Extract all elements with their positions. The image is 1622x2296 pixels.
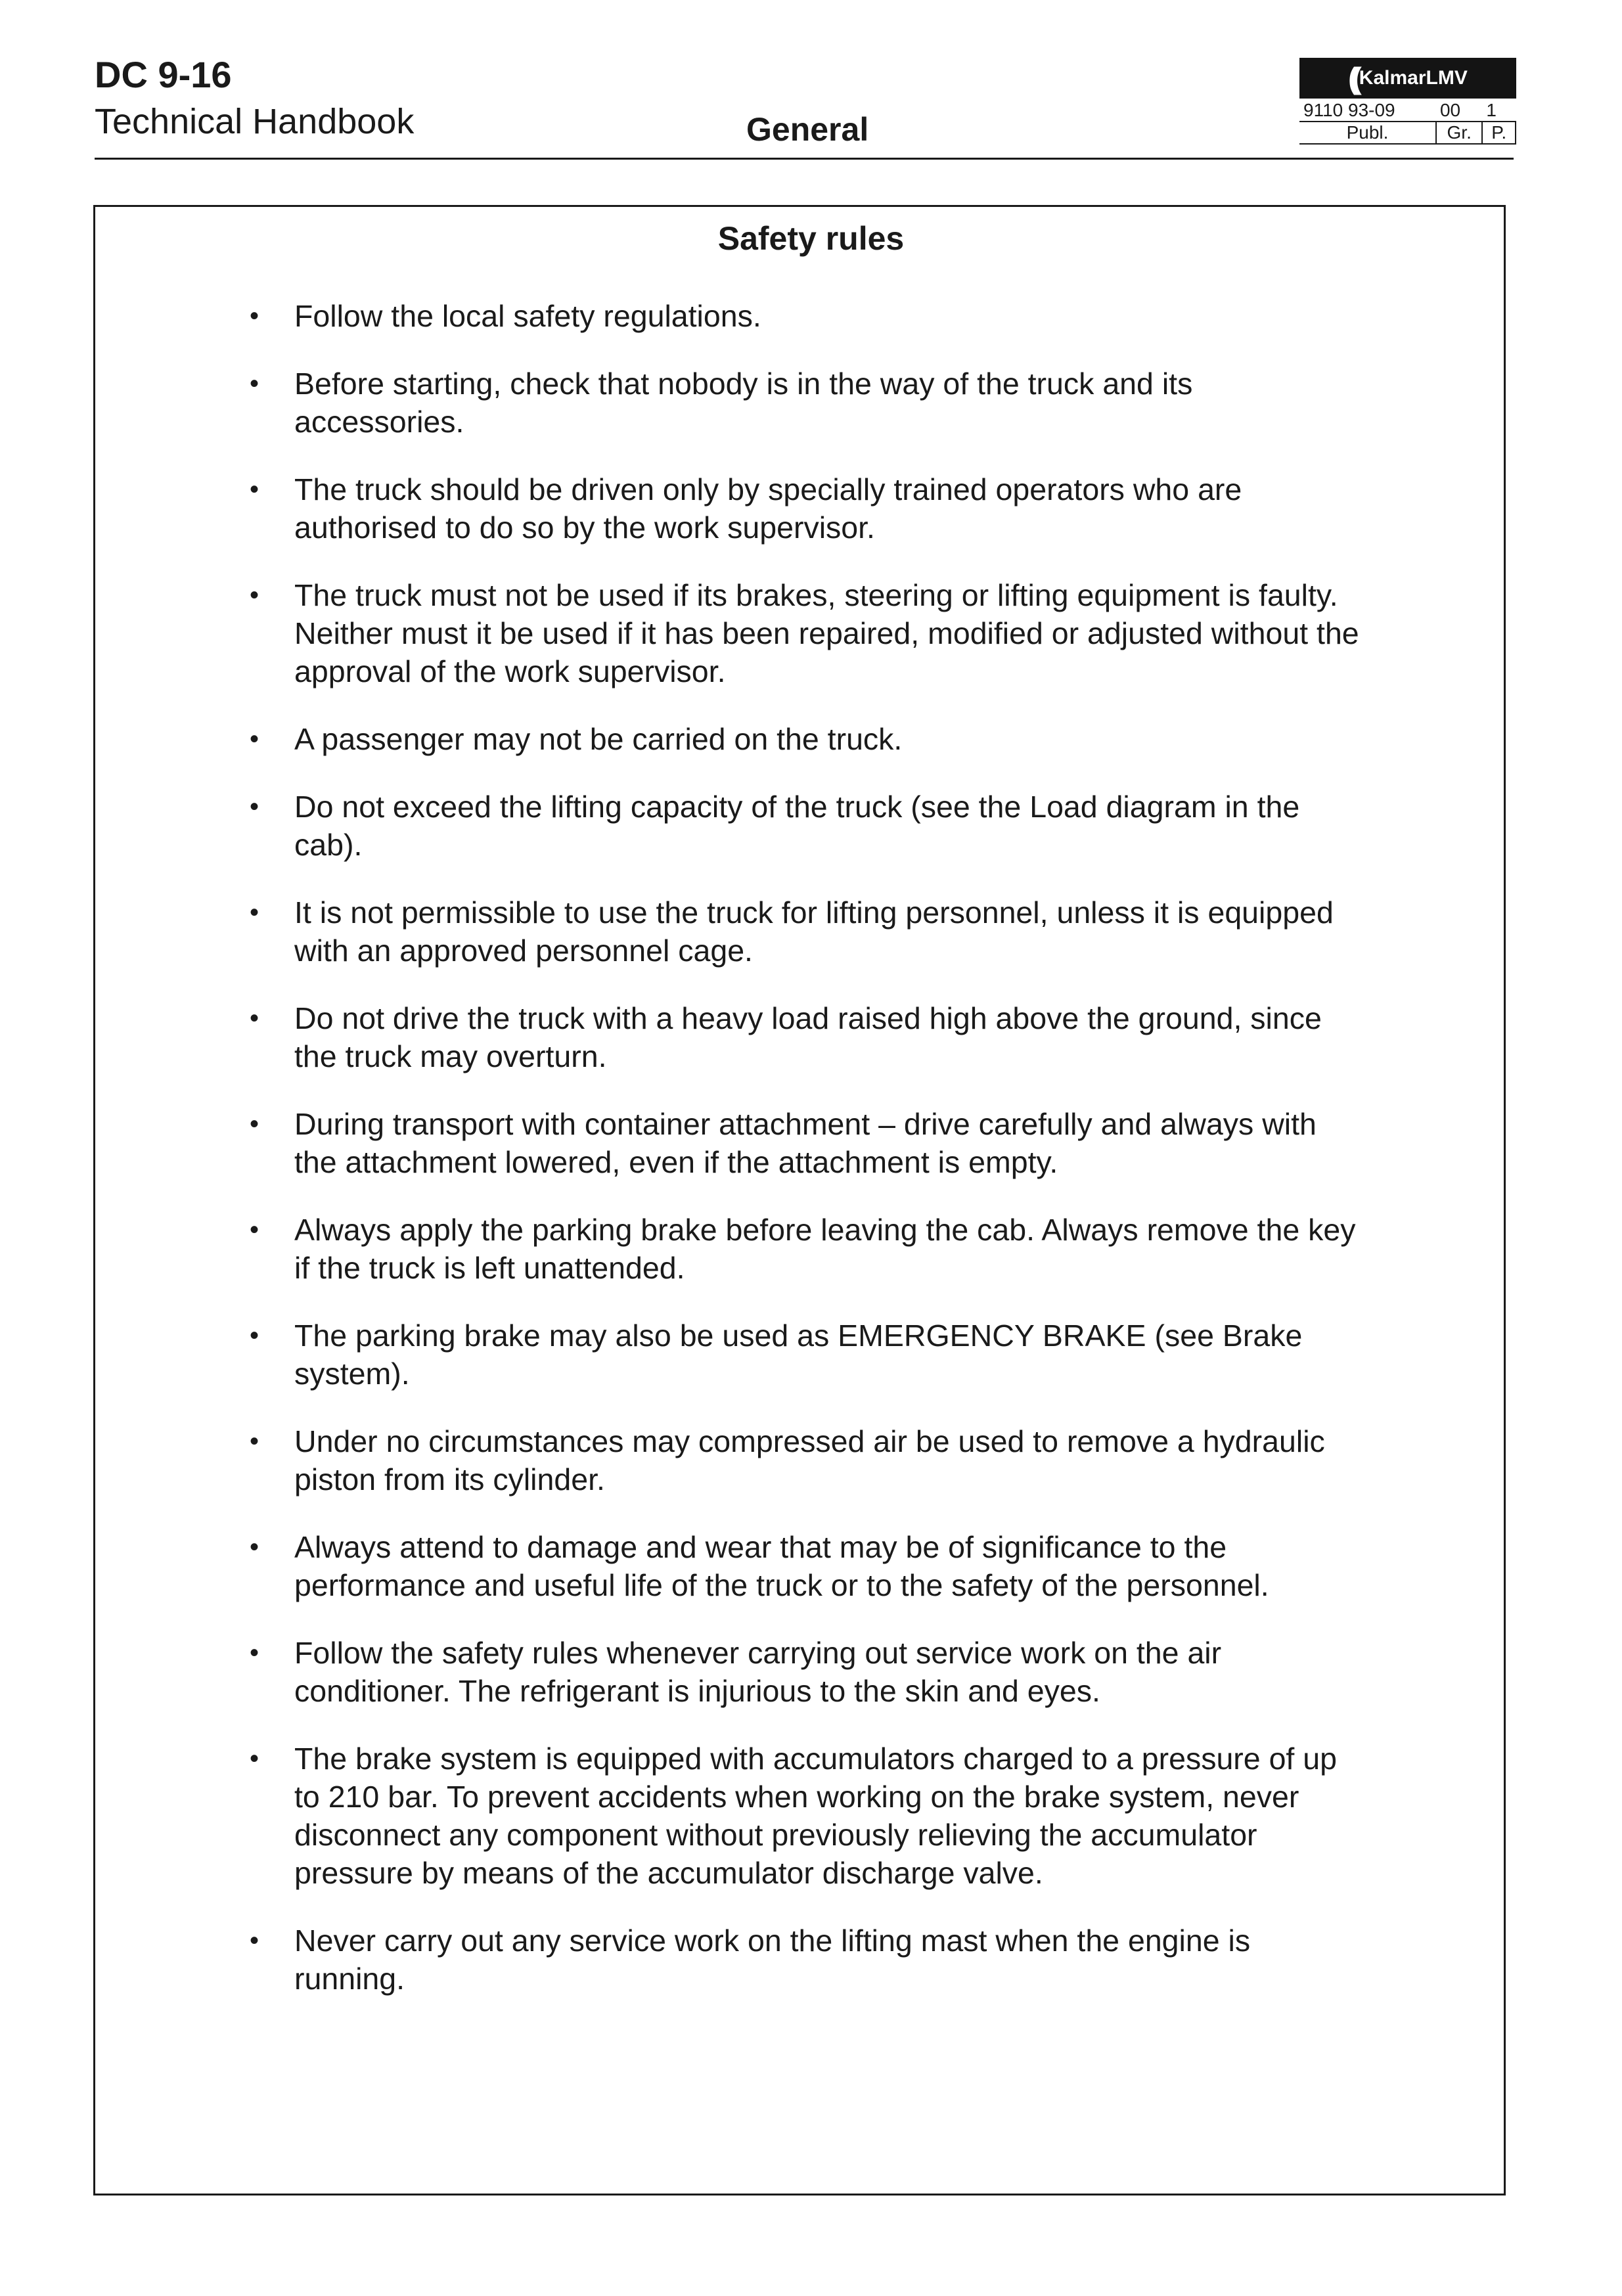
header-rule (95, 158, 1514, 160)
rule-item: • Follow the local safety regulations. (250, 297, 1366, 335)
rule-item: • Always attend to damage and wear that may be of significance to the performance and useful life of the truck or to the safety of the personnel. (250, 1528, 1366, 1604)
safety-rules-list (250, 297, 1366, 2027)
publication-label-publ: Publ. (1299, 122, 1436, 144)
rule-item: • The truck should be driven only by specially trained operators who are authorised to do so by the work supervisor. (250, 470, 1366, 547)
brand-logo (1299, 58, 1516, 99)
publication-table (1299, 100, 1516, 145)
publication-page: 1 (1482, 100, 1516, 122)
brand-name: KalmarLMV (1359, 67, 1468, 89)
content-title: Safety rules (717, 220, 905, 257)
rule-item: • The truck must not be used if its brakes, steering or lifting equipment is faulty. Neither must it be used if it has been repaired, modified or adjusted without the approval of the work supervisor. (250, 576, 1366, 690)
kalmar-chevron-icon: (( (1348, 61, 1355, 95)
rule-item: • Before starting, check that nobody is in the way of the truck and its accessories. (250, 365, 1366, 441)
rule-item: • Under no circumstances may compressed air be used to remove a hydraulic piston from its cylinder. (250, 1422, 1366, 1498)
publication-number: 9110 93-09 (1299, 100, 1436, 122)
document-subtitle: Technical Handbook (95, 102, 415, 141)
rule-item: • During transport with container attachment – drive carefully and always with the attachment lowered, even if the attachment is empty. (250, 1105, 1366, 1181)
publication-label-p: P. (1482, 122, 1516, 144)
publication-group: 00 (1436, 100, 1482, 122)
section-name: General (746, 111, 869, 148)
rule-item: • Do not drive the truck with a heavy load raised high above the ground, since the truck may overturn. (250, 999, 1366, 1075)
rule-item: • Do not exceed the lifting capacity of the truck (see the Load diagram in the cab). (250, 788, 1366, 864)
rule-item: • The brake system is equipped with accumulators charged to a pressure of up to 210 bar. To prevent accidents when working on the brake system, never disconnect any component without previously relieving the accumulator pressure by means of the accumulator discharge valve. (250, 1740, 1366, 1892)
publication-label-gr: Gr. (1436, 122, 1482, 144)
rule-item: • The parking brake may also be used as EMERGENCY BRAKE (see Brake system). (250, 1317, 1366, 1393)
rule-item: • It is not permissible to use the truck for lifting personnel, unless it is equipped with an approved personnel cage. (250, 893, 1366, 970)
rule-item: • Never carry out any service work on the lifting mast when the engine is running. (250, 1922, 1366, 1998)
rule-item: • Always apply the parking brake before leaving the cab. Always remove the key if the truck is left unattended. (250, 1211, 1366, 1287)
rule-item: • A passenger may not be carried on the truck. (250, 720, 1366, 758)
rule-item: • Follow the safety rules whenever carrying out service work on the air conditioner. The refrigerant is injurious to the skin and eyes. (250, 1634, 1366, 1710)
document-title: DC 9-16 (95, 54, 232, 95)
